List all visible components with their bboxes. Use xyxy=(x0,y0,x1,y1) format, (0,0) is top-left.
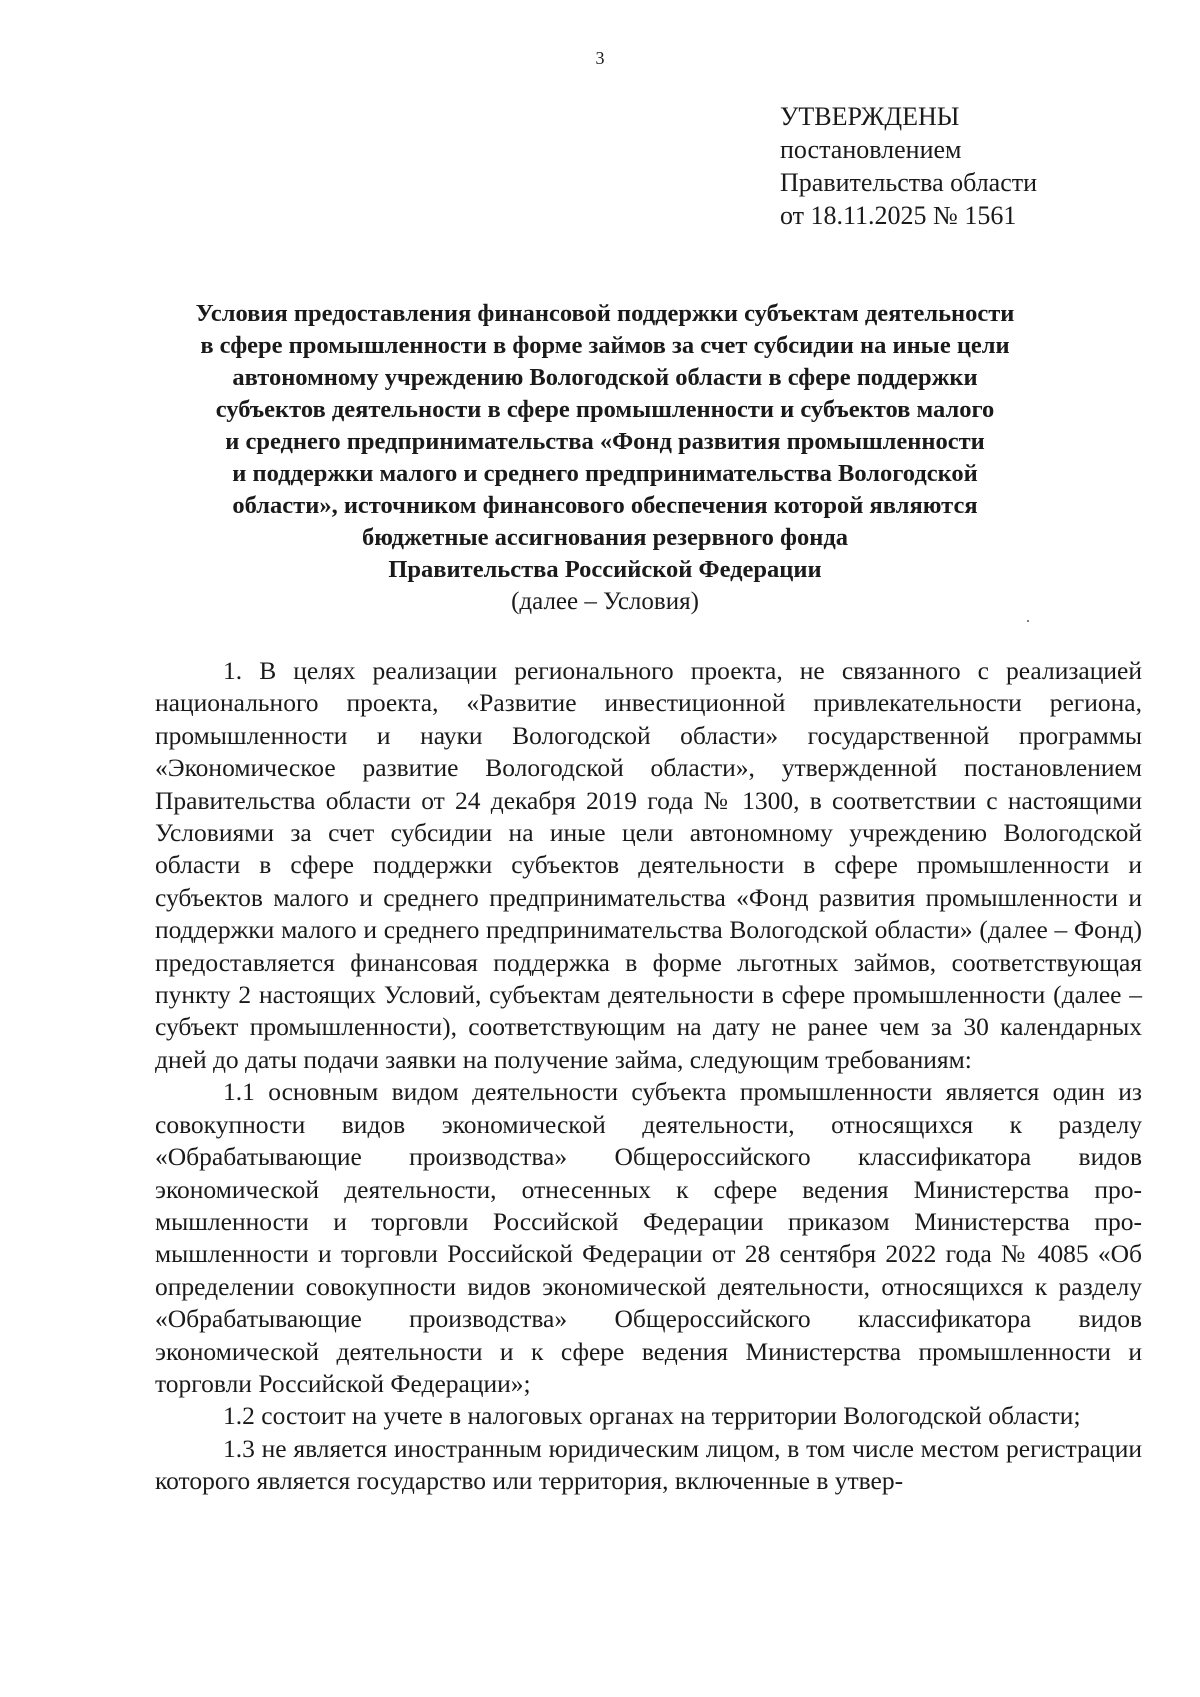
title-line: и поддержки малого и среднего предпринимательства Вологодской xyxy=(232,460,978,487)
title-line: бюджетные ассигнования резервного фонда xyxy=(362,524,848,551)
title-line: автономному учреждению Вологодской области в сфере поддержки xyxy=(232,364,978,391)
page-number: 3 xyxy=(595,48,605,68)
paragraph-1-3: 1.3 не является иностранным юридическим лицом, в том числе местом регистрации которого является государство или территория, включенные в утвер- xyxy=(155,1433,1142,1496)
paragraph-1: 1. В целях реализации регионального проекта, не связанного с реализацией национального проекта, «Развитие инвестиционной привлекательности региона, промышленности и науки Вологодской области» государственной программы «Экономическое развитие Вологодской области», утвержденной постановлением Правительства области от 24 декабря 2019 года № 1300, в соответствии с настоящими Условиями за счет субсидии на иные цели автономному учреждению Вологодской области в сфере поддержки субъектов деятельности в сфере промышленности и субъектов малого и среднего предпринимательства «Фонд развития промышленности и поддержки малого и среднего предпринимательства Вологодской области» (далее – Фонд) предоставляется финансовая поддержка в форме льготных займов, соответствующая пункту 2 настоящих Условий, субъектам деятельности в сфере промышленности (далее – субъект промышленности), соответствующим на дату не ранее чем за 30 календарных дней до даты подачи заявки на получение займа, следующим требованиям: xyxy=(155,656,1142,1074)
title-line: в сфере промышленности в форме займов за счет субсидии на иные цели xyxy=(200,332,1010,359)
approval-heading: УТВЕРЖДЕНЫ xyxy=(780,102,960,131)
title-line: и среднего предпринимательства «Фонд развития промышленности xyxy=(225,428,985,455)
approval-line: Правительства области xyxy=(780,168,1038,197)
paragraph-1-1: 1.1 основным видом деятельности субъекта промышленности является один из совокупности видов экономической деятельности, относящихся к разделу «Обрабатывающие производства» Общероссийского классификатора видов экономической деятельности, отнесенных к сфере ведения Министерства промышленности и торговли Российской Федерации приказом Министерства промышленности и торговли Российской Федерации от 28 сентября 2022 года № 4085 «Об определении совокупности видов экономической деятельности, относящихся к разделу «Обрабатывающие производства» Общероссийского классификатора видов экономической деятельности и к сфере ведения Министерства промышленности и торговли Российской Федерации»; xyxy=(155,1077,1142,1398)
scan-speck xyxy=(1027,620,1029,622)
paragraph-1-2: 1.2 состоит на учете в налоговых органах на территории Вологодской области; xyxy=(223,1401,1081,1431)
title-line: Условия предоставления финансовой поддержки субъектам деятельности xyxy=(195,300,1015,327)
title-line: области», источником финансового обеспечения которой являются xyxy=(232,492,978,519)
approval-line: постановлением xyxy=(780,135,962,164)
title-subtitle: (далее – Условия) xyxy=(511,588,699,615)
approval-stamp xyxy=(780,100,1037,232)
document-body xyxy=(155,655,1142,1498)
document-title xyxy=(110,298,1100,618)
approval-date-number: от 18.11.2025 № 1561 xyxy=(780,201,1017,230)
title-line: субъектов деятельности в сфере промышленности и субъектов малого xyxy=(215,396,995,423)
title-line: Правительства Российской Федерации xyxy=(388,556,822,583)
